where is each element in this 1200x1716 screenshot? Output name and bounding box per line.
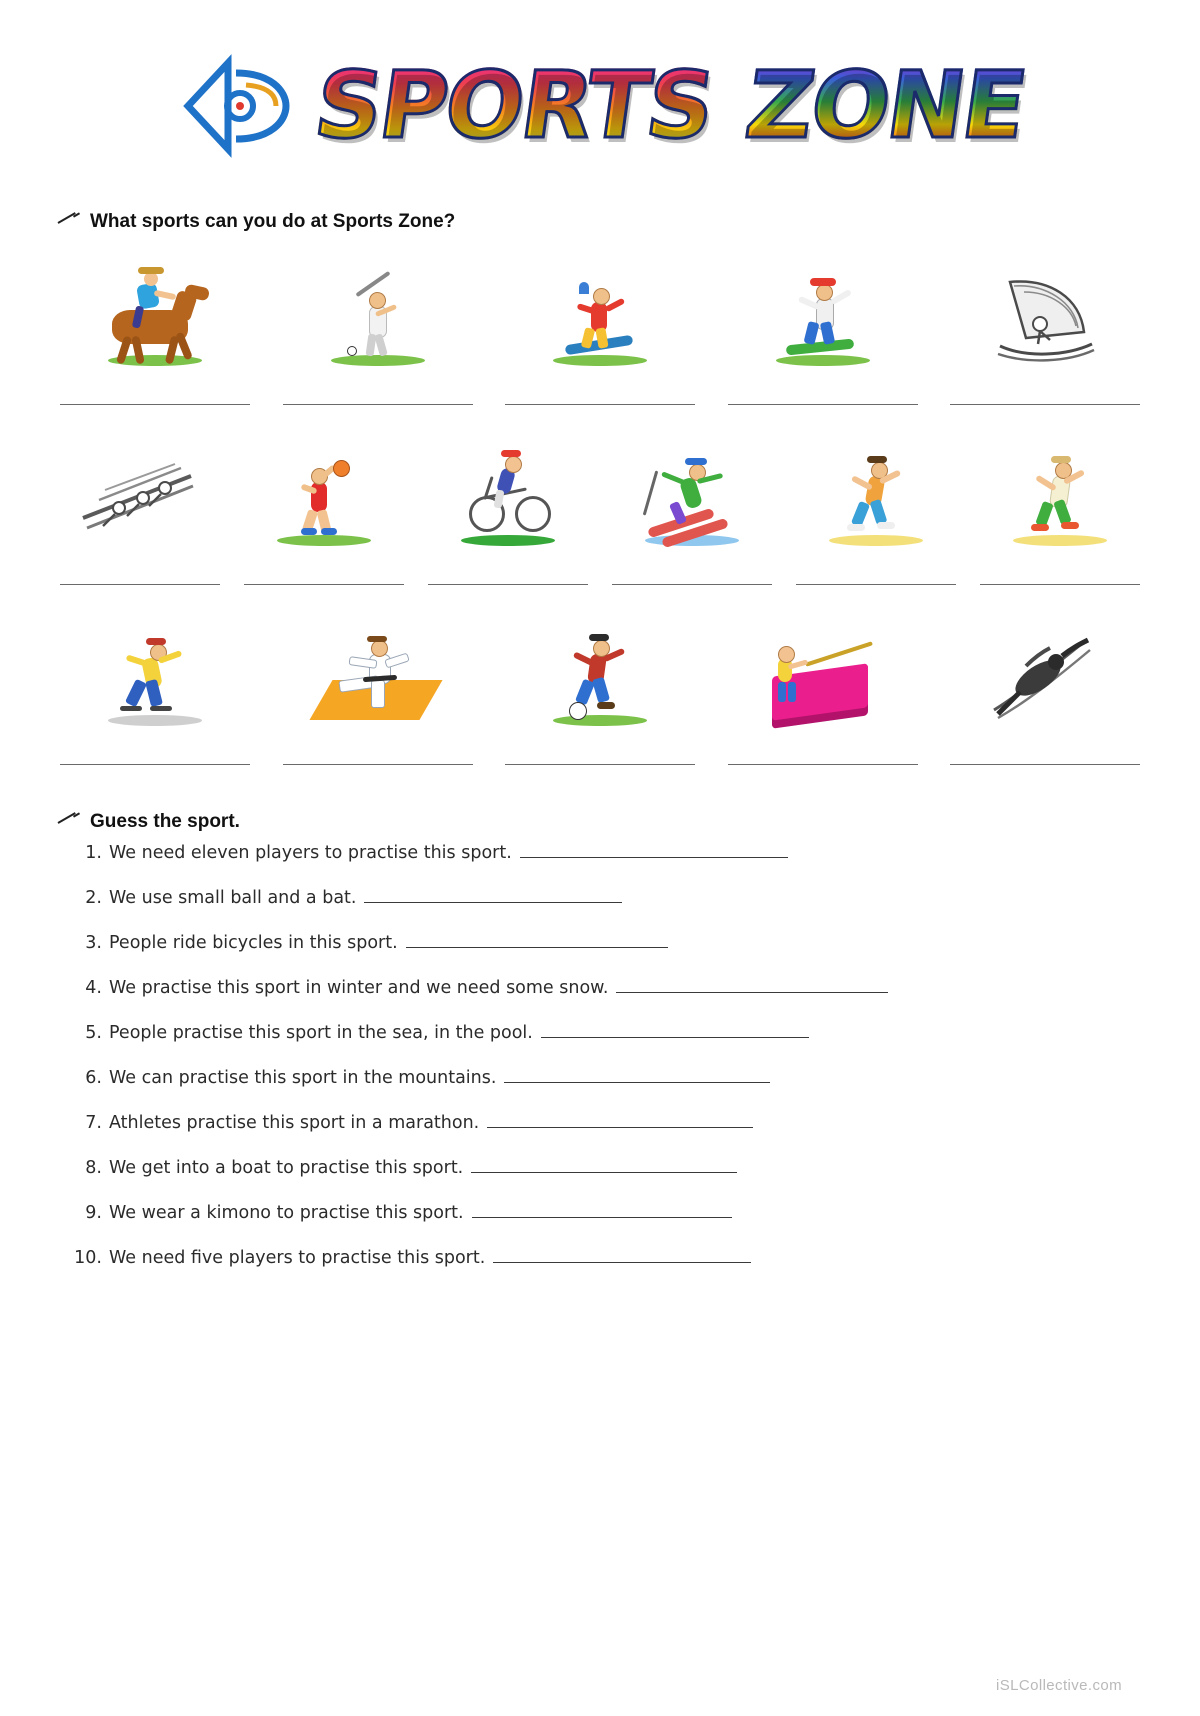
question-text: We get into a boat to practise this sport. [109, 1158, 464, 1178]
question-item [72, 843, 1140, 863]
answer-blank[interactable] [728, 742, 918, 765]
picture-row [60, 427, 1140, 585]
answer-blank[interactable] [364, 888, 622, 903]
answer-blank[interactable] [728, 382, 918, 405]
karate-icon [283, 607, 473, 732]
question-number: 3. [85, 933, 102, 953]
answer-blank[interactable] [60, 742, 250, 765]
skiing-icon [612, 427, 772, 552]
basketball-icon [244, 427, 404, 552]
billiards-icon [728, 607, 918, 732]
picture-cell [60, 247, 250, 405]
picture-cell [728, 607, 918, 765]
snowboarding-icon [728, 247, 918, 372]
question-number: 10. [74, 1248, 102, 1268]
worksheet-page [0, 18, 1200, 1716]
section-heading-text: What sports can you do at Sports Zone? [90, 211, 456, 232]
section-heading-guess-sport [58, 811, 1200, 833]
question-text: We can practise this sport in the mountains. [109, 1068, 497, 1088]
picture-cell [283, 247, 473, 405]
question-text: We practise this sport in winter and we need some snow. [109, 978, 609, 998]
question-number: 6. [85, 1068, 102, 1088]
rowing-icon [60, 427, 220, 552]
answer-blank[interactable] [283, 382, 473, 405]
question-number: 1. [85, 843, 102, 863]
questions-list [72, 843, 1140, 1268]
horse-riding-icon [60, 247, 250, 372]
swimming-icon [950, 607, 1140, 732]
answer-blank[interactable] [244, 562, 404, 585]
question-text: Athletes practise this sport in a marathon. [109, 1113, 480, 1133]
picture-row [60, 607, 1140, 765]
answer-blank[interactable] [616, 978, 888, 993]
question-number: 2. [85, 888, 102, 908]
picture-cell [950, 607, 1140, 765]
answer-blank[interactable] [980, 562, 1140, 585]
football-icon [505, 607, 695, 732]
question-text: People ride bicycles in this sport. [109, 933, 398, 953]
section-heading-text: Guess the sport. [90, 811, 240, 832]
title-word-sports: SPORTS [308, 51, 720, 159]
answer-blank[interactable] [60, 562, 220, 585]
answer-blank[interactable] [950, 382, 1140, 405]
picture-cell [505, 247, 695, 405]
question-item [72, 888, 1140, 908]
question-item [72, 1068, 1140, 1088]
answer-blank[interactable] [612, 562, 772, 585]
answer-blank[interactable] [60, 382, 250, 405]
picture-cell [612, 427, 772, 585]
running-icon [796, 427, 956, 552]
answer-blank[interactable] [471, 1158, 737, 1173]
question-number: 4. [85, 978, 102, 998]
question-item [72, 978, 1140, 998]
question-item [72, 933, 1140, 953]
title-word-zone: ZONE [739, 51, 1032, 159]
question-number: 8. [85, 1158, 102, 1178]
question-text: We use small ball and a bat. [109, 888, 357, 908]
pencil-icon [58, 814, 80, 830]
answer-blank[interactable] [493, 1248, 751, 1263]
question-number: 9. [85, 1203, 102, 1223]
question-number: 5. [85, 1023, 102, 1043]
answer-blank[interactable] [505, 742, 695, 765]
picture-cell [428, 427, 588, 585]
picture-cell [60, 427, 220, 585]
question-number: 7. [85, 1113, 102, 1133]
answer-blank[interactable] [541, 1023, 809, 1038]
cycling-icon [428, 427, 588, 552]
picture-cell [60, 607, 250, 765]
jogging-icon [980, 427, 1140, 552]
section-heading-sports-question [58, 211, 1200, 233]
question-item [72, 1203, 1140, 1223]
answer-blank[interactable] [796, 562, 956, 585]
answer-blank[interactable] [428, 562, 588, 585]
picture-cell [796, 427, 956, 585]
question-item [72, 1248, 1140, 1268]
picture-cell [728, 247, 918, 405]
answer-blank[interactable] [406, 933, 668, 948]
answer-blank[interactable] [950, 742, 1140, 765]
windsurfing-icon [950, 247, 1140, 372]
swoosh-logo-icon [176, 51, 306, 161]
question-text: We need eleven players to practise this sport. [109, 843, 512, 863]
question-item [72, 1158, 1140, 1178]
footer-credit: iSLCollective.com [995, 1677, 1122, 1694]
picture-cell [505, 607, 695, 765]
pencil-icon [58, 214, 80, 230]
golf-icon [283, 247, 473, 372]
answer-blank[interactable] [520, 843, 788, 858]
question-item [72, 1023, 1140, 1043]
answer-blank[interactable] [504, 1068, 770, 1083]
question-text: We need five players to practise this sport. [109, 1248, 486, 1268]
answer-blank[interactable] [487, 1113, 753, 1128]
answer-blank[interactable] [472, 1203, 732, 1218]
picture-cell [980, 427, 1140, 585]
title-banner [0, 18, 1200, 193]
answer-blank[interactable] [283, 742, 473, 765]
picture-cell [283, 607, 473, 765]
picture-cell [244, 427, 404, 585]
skateboarding-icon [505, 247, 695, 372]
ice-skating-icon [60, 607, 250, 732]
question-text: People practise this sport in the sea, in the pool. [109, 1023, 533, 1043]
picture-row [60, 247, 1140, 405]
answer-blank[interactable] [505, 382, 695, 405]
question-item [72, 1113, 1140, 1133]
question-text: We wear a kimono to practise this sport. [109, 1203, 464, 1223]
picture-grid [60, 247, 1140, 765]
picture-cell [950, 247, 1140, 405]
